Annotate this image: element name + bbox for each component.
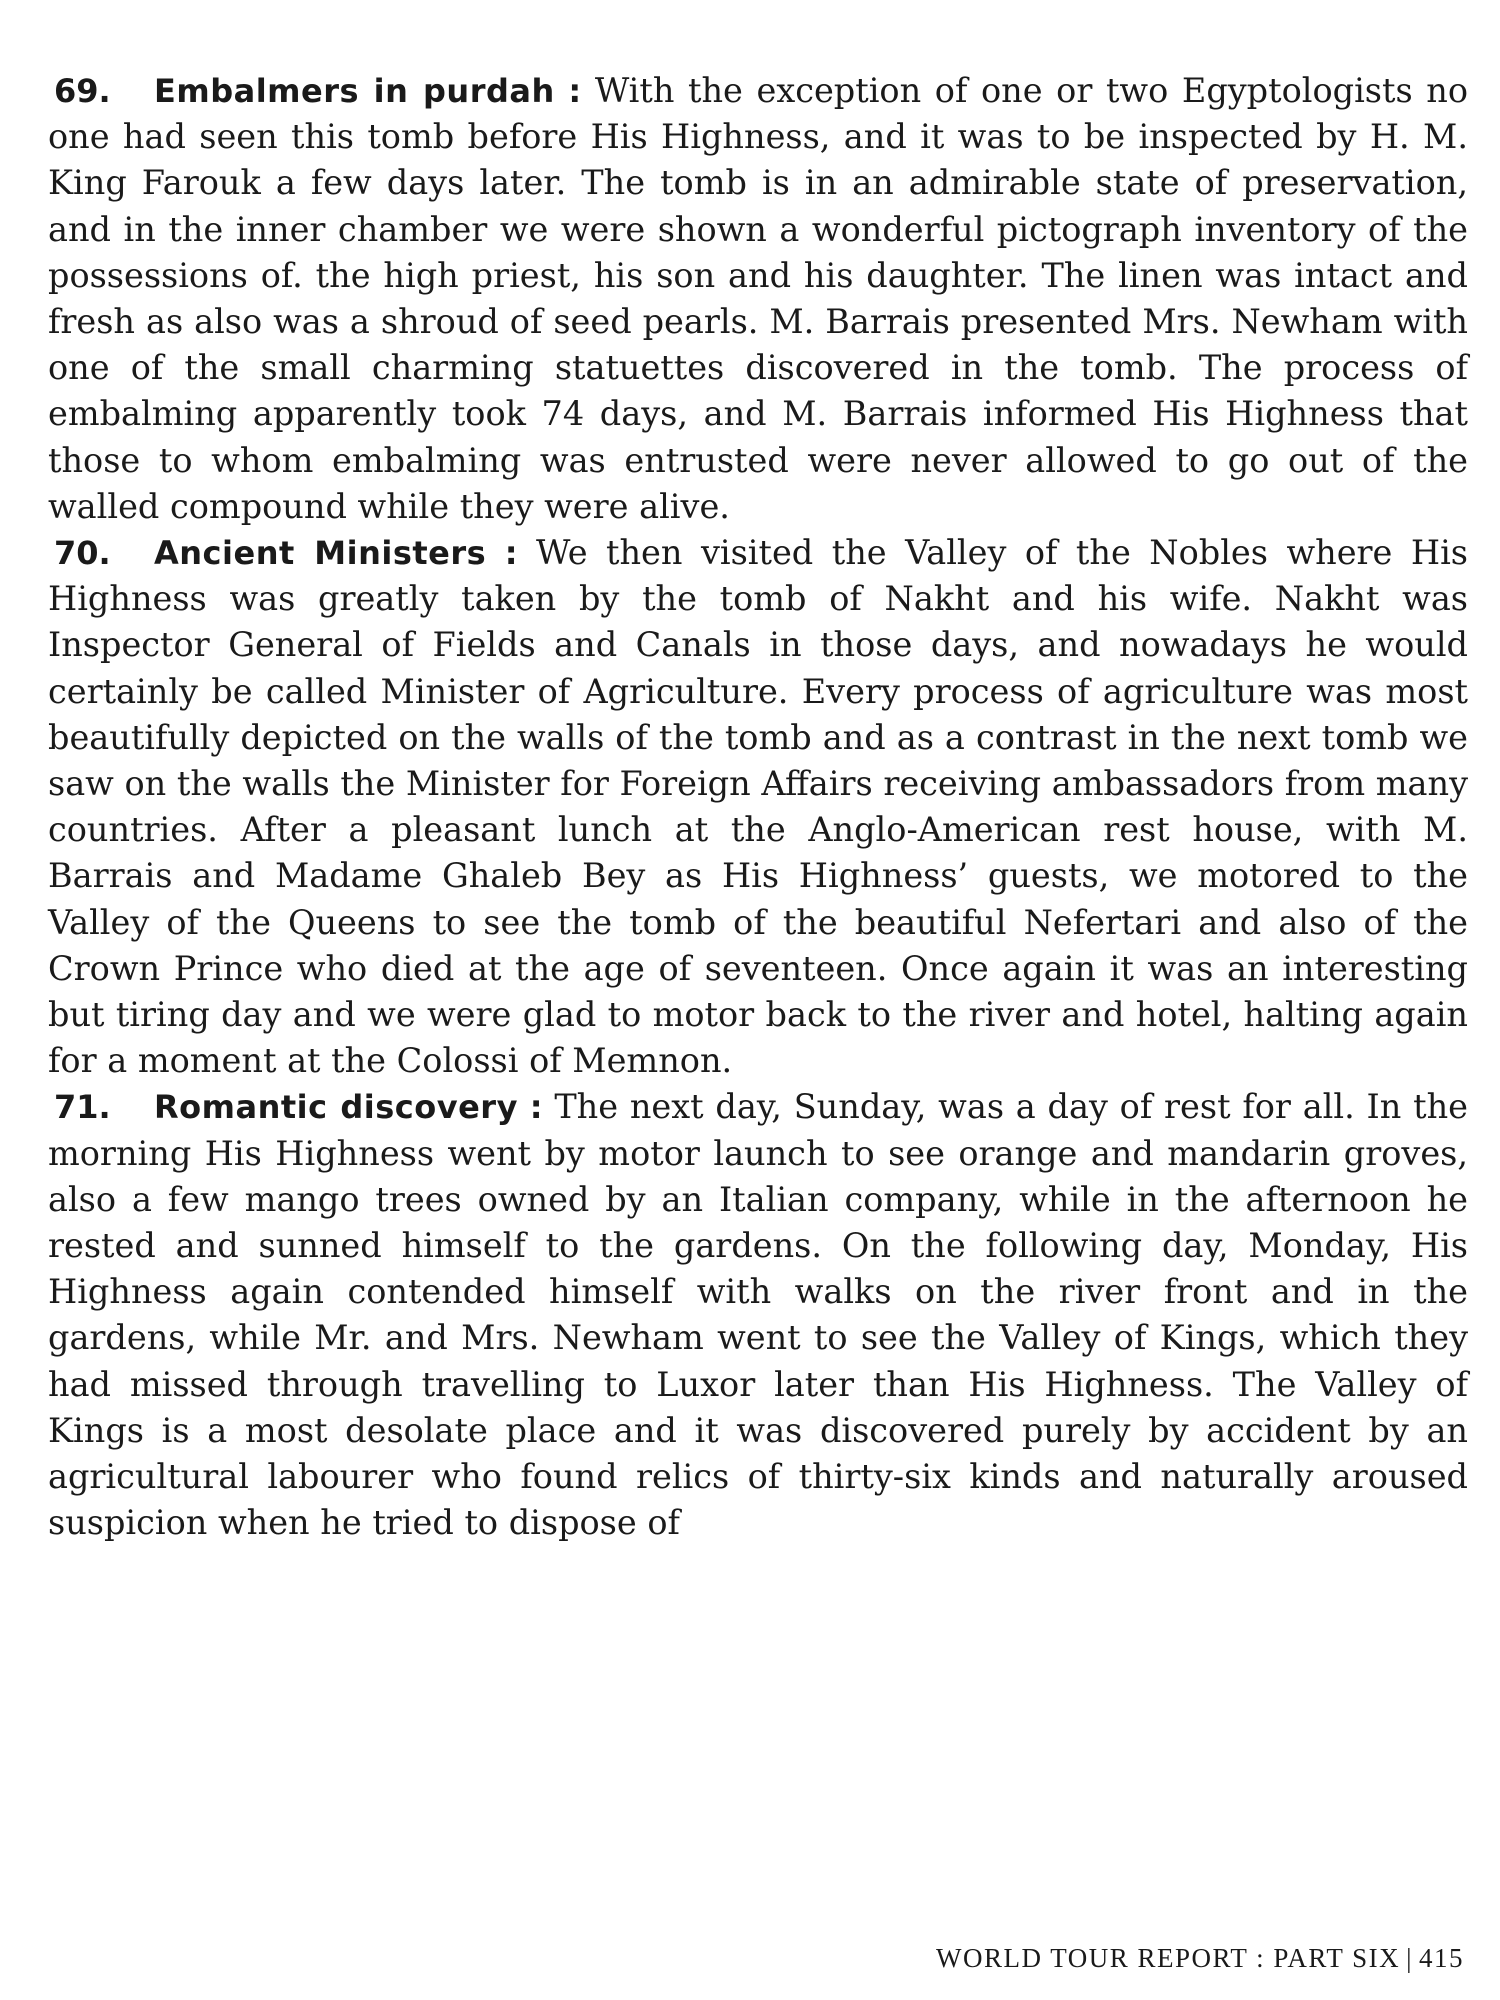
paragraph-71 <box>48 1084 1468 1546</box>
paragraph-69 <box>48 68 1468 530</box>
paragraph-heading: Embalmers in purdah <box>154 72 555 110</box>
paragraph-heading: Romantic discovery <box>154 1088 518 1127</box>
paragraph-heading: Ancient Ministers <box>154 534 487 573</box>
heading-separator: : <box>568 72 582 110</box>
paragraph-body: We then visited the Valley of the Nobles where His Highness was greatly taken by the tomb of Nakht and his wife. Nakht was Inspector General of Fields and Canals in those days, and nowadays he would certainly be called Minister of Agriculture. Every process of agriculture was most beautifully depicted on the walls of the tomb and as a contrast in the next tomb we saw on the walls the Minister for Foreign Affairs receiving ambassadors from many countries. After a pleasant lunch at the Anglo-American rest house, with M. Barrais and Madame Ghaleb Bey as His Highness’ guests, we motored to the Valley of the Queens to see the tomb of the beautiful Nefertari and also of the Crown Prince who died at the age of seventeen. Once again it was an interesting but tiring day and we were glad to motor back to the river and hotel, halting again for a moment at the Colossi of Memnon. <box>48 533 1468 1081</box>
paragraph-number: 69. <box>54 72 111 110</box>
page-footer <box>936 1943 1464 1974</box>
paragraph-number: 70. <box>54 534 111 573</box>
paragraph-number: 71. <box>54 1088 111 1127</box>
footer-title: WORLD TOUR REPORT : PART SIX <box>935 1943 1401 1973</box>
heading-separator: : <box>529 1088 543 1127</box>
footer-separator: | <box>1406 1943 1413 1973</box>
paragraph-body: With the exception of one or two Egyptologists no one had seen this tomb before His Highness, and it was to be inspected by H. M. King Farouk a few days later. The tomb is in an admirable state of preservation, and in the inner chamber we were shown a wonderful pictograph inventory of the possessions of. the high priest, his son and his daughter. The linen was intact and fresh as also was a shroud of seed pearls. M. Barrais presented Mrs. Newham with one of the small charming statuettes discovered in the tomb. The process of embalming apparently took 74 days, and M. Barrais informed His Highness that those to whom embalming was entrusted were never allowed to go out of the walled compound while they were alive. <box>48 71 1469 526</box>
paragraph-body: The next day, Sunday, was a day of rest for all. In the morning His Highness went by motor launch to see orange and mandarin groves, also a few mango trees owned by an Italian company, while in the afternoon he rested and sunned himself to the gardens. On the following day, Monday, His Highness again contended himself with walks on the river front and in the gardens, while Mr. and Mrs. Newham went to see the Valley of Kings, which they had missed through travelling to Luxor later than His Highness. The Valley of Kings is a most desolate place and it was discovered purely by accident by an agricultural labourer who found relics of thirty-six kinds and naturally aroused suspicion when he tried to dispose of <box>48 1087 1468 1543</box>
paragraph-70 <box>48 530 1468 1084</box>
body-text <box>48 68 1468 1547</box>
page-number: 415 <box>1419 1943 1464 1973</box>
heading-separator: : <box>504 534 518 573</box>
